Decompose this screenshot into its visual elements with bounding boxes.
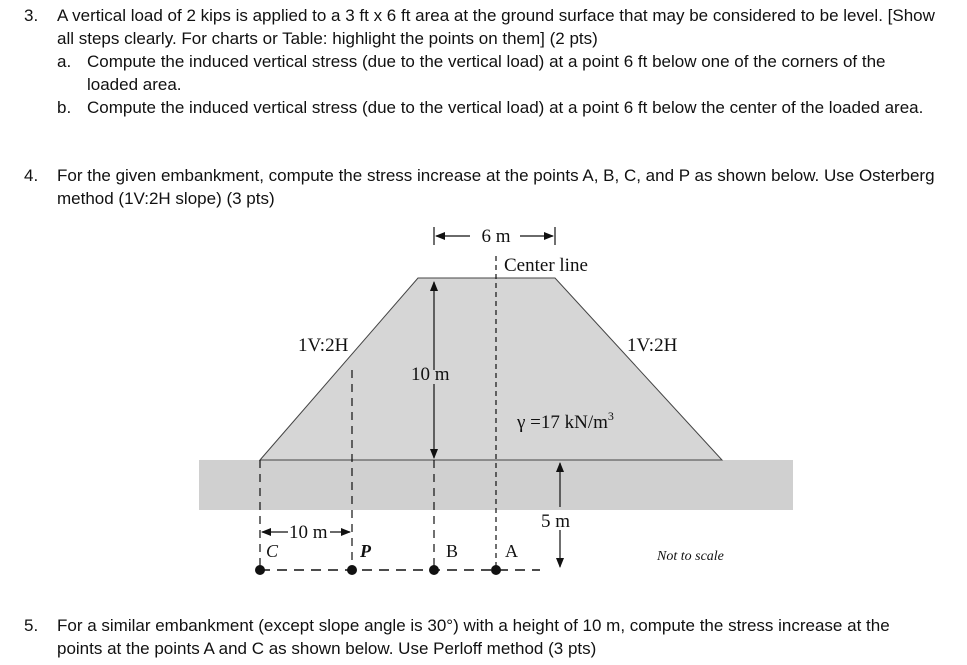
not-to-scale-note: Not to scale	[657, 549, 724, 564]
unit-weight-label: γ =17 $kN/m^3$	[517, 409, 614, 433]
point-c	[255, 565, 265, 575]
left-slope-label: 1V:2H	[298, 335, 349, 356]
q3-number: 3.	[24, 6, 39, 25]
q3-text: A vertical load of 2 kips is applied to a 3 ft x 6 ft area at the ground surface that may be considered to be level. [Show all steps clearly. For charts or Table: highlight the points on them] (2 pts)	[57, 6, 935, 48]
q3a-text: Compute the induced vertical stress (due to the vertical load) at a point 6 ft below one of the corners of the loaded area.	[87, 52, 886, 94]
point-c-label: C	[266, 541, 279, 561]
q4-number: 4.	[24, 166, 39, 185]
embankment-shape	[260, 278, 722, 460]
depth-label: 5 m	[541, 511, 571, 532]
center-line-label: Center line	[504, 255, 588, 276]
point-p	[347, 565, 357, 575]
point-b	[429, 565, 439, 575]
top-width-label: 6 m	[481, 226, 511, 247]
height-label: 10 m	[411, 364, 450, 385]
embankment-diagram	[0, 215, 967, 590]
q5-text: For a similar embankment (except slope angle is 30°) with a height of 10 m, compute the stress increase at the points at the points A and C as shown below. Use Perloff method (3 pts)	[57, 616, 890, 658]
point-a-label: A	[505, 541, 518, 561]
point-p-label: P	[360, 541, 371, 561]
offset-label: 10 m	[289, 522, 328, 543]
q3a-letter: a.	[57, 52, 72, 71]
q5-number: 5.	[24, 616, 39, 635]
right-slope-label: 1V:2H	[627, 335, 678, 356]
q3b-text: Compute the induced vertical stress (due to the vertical load) at a point 6 ft below the center of the loaded area.	[87, 98, 924, 117]
q4-text: For the given embankment, compute the stress increase at the points A, B, C, and P as shown below. Use Osterberg method (1V:2H slope) (3 pts)	[57, 166, 935, 208]
q3b-letter: b.	[57, 98, 72, 117]
point-b-label: B	[446, 541, 459, 561]
point-a	[491, 565, 501, 575]
